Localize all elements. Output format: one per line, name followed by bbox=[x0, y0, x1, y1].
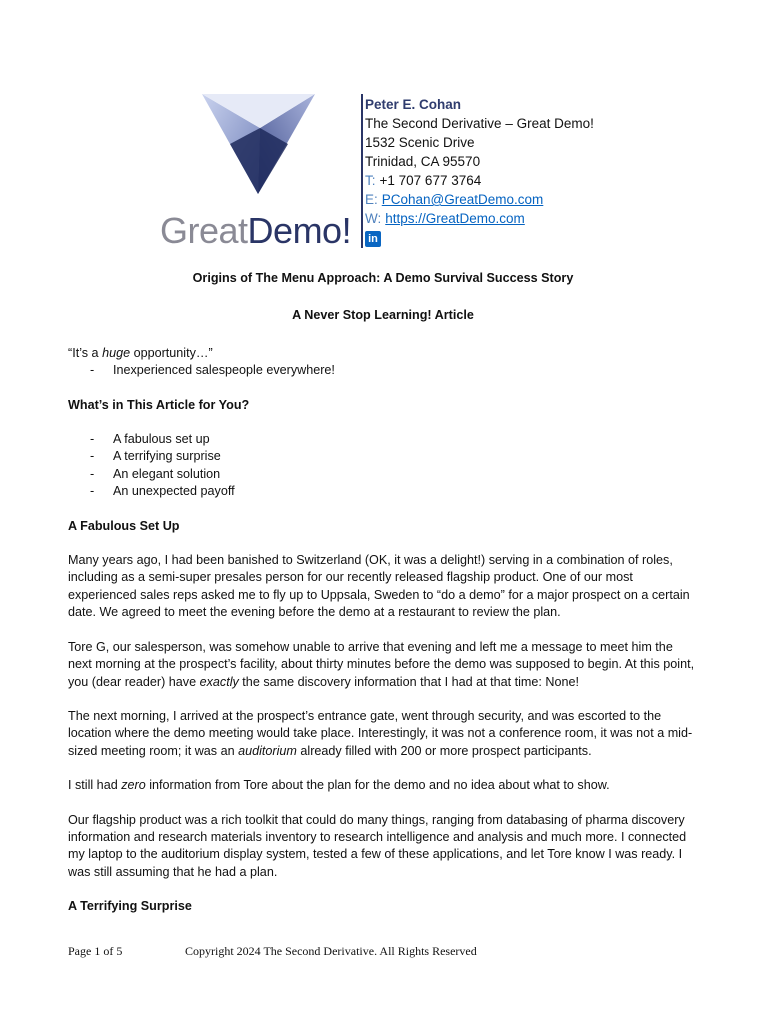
website-link[interactable]: https://GreatDemo.com bbox=[385, 211, 525, 226]
article-title: Origins of The Menu Approach: A Demo Survival Success Story bbox=[192, 271, 574, 285]
benefits-list bbox=[68, 431, 698, 501]
article-body bbox=[68, 270, 698, 916]
email-label: E: bbox=[365, 192, 378, 207]
quote-bullet: - Inexperienced salespeople everywhere! bbox=[90, 363, 335, 378]
section-heading-surprise: A Terrifying Surprise bbox=[68, 899, 192, 914]
page-number: Page 1 of 5 bbox=[68, 944, 123, 958]
contact-phone-row bbox=[365, 171, 594, 190]
linkedin-icon[interactable]: in bbox=[365, 231, 381, 247]
paragraph-2: Tore G, our salesperson, was somehow unable to arrive that evening and left me a message to meet him the next morning at the prospect’s facility, about thirty minutes before the demo was supposed to begin. At this point, you (dear reader) have exactly the same discovery information that I had at that time: None! bbox=[68, 639, 695, 689]
emphasis-exactly: exactly bbox=[199, 674, 239, 689]
logo-wordmark bbox=[160, 210, 351, 252]
list-item: - A fabulous set up bbox=[90, 432, 210, 447]
opening-quote: “It’s a huge opportunity…” bbox=[68, 345, 213, 360]
paragraph-4: I still had zero information from Tore about the plan for the demo and no idea about what to show. bbox=[68, 778, 610, 793]
whats-in-heading: What’s in This Article for You? bbox=[68, 397, 250, 412]
contact-street: 1532 Scenic Drive bbox=[365, 135, 475, 150]
article-subtitle: A Never Stop Learning! Article bbox=[292, 308, 474, 323]
logo-triangle-icon bbox=[160, 92, 320, 202]
section-heading-setup: A Fabulous Set Up bbox=[68, 518, 180, 533]
contact-email-row bbox=[365, 190, 594, 209]
email-link[interactable]: PCohan@GreatDemo.com bbox=[381, 192, 544, 207]
header-divider bbox=[361, 94, 363, 248]
contact-web-row bbox=[365, 209, 594, 228]
paragraph-5: Our flagship product was a rich toolkit that could do many things, ranging from databasing of pharma discovery information and research materials inventory to research intelligence and analysis and much more. I connected my laptop to the auditorium display system, tested a few of these applications, and let Tore know I was ready. I was still assuming that he had a plan. bbox=[68, 812, 687, 879]
paragraph-1: Many years ago, I had been banished to Switzerland (OK, it was a delight!) serving in a combination of roles, including as a semi-super presales person for our recently released flagship product. One of our most experienced sales reps asked me to fly up to Uppsala, Sweden to “do a demo” for a major prospect on a certain date. We agreed to meet the evening before the demo at a restaurant to review the plan. bbox=[68, 553, 690, 620]
contact-name: Peter E. Cohan bbox=[365, 97, 462, 112]
emphasis-huge: huge bbox=[102, 345, 131, 360]
contact-social-row bbox=[365, 228, 594, 247]
paragraph-3: The next morning, I arrived at the prospect’s entrance gate, went through security, and was escorted to the location where the demo meeting would take place. Interestingly, it was not a conference room, it was not a mid-sized meeting room; it was an auditorium already filled with 200 or more prospect participants. bbox=[68, 708, 693, 758]
phone-label: T: bbox=[365, 173, 376, 188]
list-item: - A terrifying surprise bbox=[90, 449, 221, 464]
list-item: - An unexpected payoff bbox=[90, 484, 235, 499]
logo-word-great: Great bbox=[160, 210, 248, 251]
greatdemo-logo bbox=[160, 92, 360, 252]
page-footer bbox=[68, 944, 477, 959]
web-label: W: bbox=[365, 211, 382, 226]
contact-company: The Second Derivative – Great Demo! bbox=[365, 116, 594, 131]
list-item: - An elegant solution bbox=[90, 466, 221, 481]
phone-number: +1 707 677 3764 bbox=[379, 173, 482, 188]
emphasis-auditorium: auditorium bbox=[238, 743, 297, 758]
contact-city: Trinidad, CA 95570 bbox=[365, 154, 481, 169]
contact-block bbox=[365, 95, 594, 247]
emphasis-zero: zero bbox=[121, 778, 146, 793]
copyright-notice: Copyright 2024 The Second Derivative. All Rights Reserved bbox=[185, 944, 477, 958]
logo-word-demo: Demo! bbox=[247, 210, 352, 251]
